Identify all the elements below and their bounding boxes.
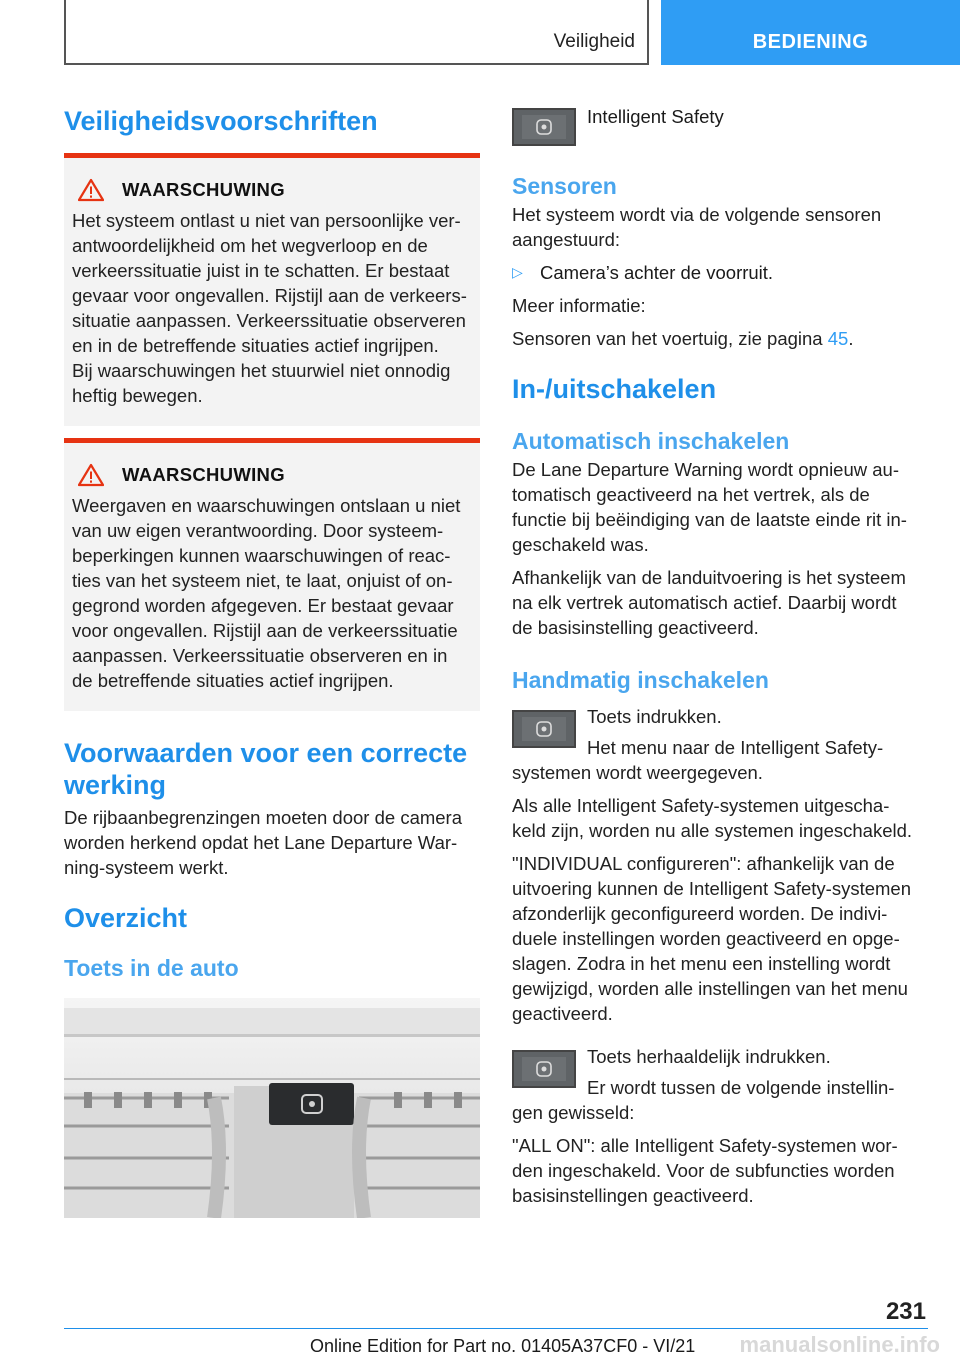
warning-line: de betreffende situaties actief ingrijpen. [72, 670, 394, 691]
heading-auto-on: Automatisch inschakelen [512, 428, 790, 454]
step-text [587, 1044, 894, 1100]
bullet-text: Camera’s achter de voorruit. [540, 262, 774, 283]
prerequisites-text [64, 805, 480, 880]
manual-step-1 [512, 704, 928, 760]
text-line: geactiveerd. [512, 1003, 613, 1024]
text-line: afzonderlijk geconfigureerd worden. De indivi- [512, 903, 888, 924]
warning-line: Bij waarschuwingen het stuurwiel niet onnodig [72, 360, 451, 381]
text-line: uitvoering kunnen de Intelligent Safety-systemen [512, 878, 912, 899]
warning-line: aanpassen. Verkeerssituatie observeren en in [72, 645, 448, 666]
text-line: gewijzigd, worden alle instellingen van het menu [512, 978, 908, 999]
safety-button-icon [522, 1057, 566, 1081]
text-line: ning-systeem werkt. [64, 857, 229, 878]
text-line: geschakeld was. [512, 534, 649, 555]
warning-triangle-icon [78, 463, 104, 487]
heading-line: werking [64, 770, 167, 800]
text-line: de basisinstelling geactiveerd. [512, 617, 759, 638]
text-line: slagen. Zodra in het menu een instelling wordt [512, 953, 891, 974]
text-line: De rijbaanbegrenzingen moeten door de camera [64, 807, 463, 828]
sensor-reference [512, 326, 928, 351]
warning-text [72, 493, 472, 693]
manual-text-2 [512, 851, 928, 1026]
warning-line: verkeerssituatie juist in te schatten. Er bestaat [72, 260, 450, 281]
section-title: Veiligheid [553, 31, 635, 52]
warning-line: ties van het systeem niet, te laat, onjuist of on- [72, 570, 453, 591]
heading-sensors: Sensoren [512, 173, 617, 199]
text-line: basisinstellingen geactiveerd. [512, 1185, 754, 1206]
warning-line: heftig bewegen. [72, 385, 203, 406]
heading-line: Voorwaarden voor een correcte [64, 738, 468, 768]
right-column [512, 100, 928, 1208]
heading-manual-on: Handmatig inschakelen [512, 667, 769, 693]
heading-on-off: In-/uitschakelen [512, 374, 717, 404]
text-line: worden herkend opdat het Lane Departure War- [64, 832, 458, 853]
text-line: Er wordt tussen de volgende instellin- [587, 1077, 895, 1098]
warning-line: beperkingen kunnen waarschuwingen of reac- [72, 545, 451, 566]
sensor-list-item [512, 260, 928, 285]
header-section-tab [64, 0, 649, 65]
warning-line: Weergaven en waarschuwingen ontslaan u niet [72, 495, 461, 516]
more-info-label: Meer informatie: [512, 295, 646, 316]
warning-line: gevaar voor ongevallen. Rijstijl aan de verkeers- [72, 285, 467, 306]
heading-button-in-car: Toets in de auto [64, 955, 239, 981]
warning-box-2 [64, 438, 480, 711]
warning-box-1 [64, 153, 480, 426]
warning-triangle-icon [78, 178, 104, 202]
footer-divider [64, 1328, 928, 1329]
warning-line: antwoordelijkheid om het wegverloop en de [72, 235, 428, 256]
heading-overview: Overzicht [64, 903, 188, 933]
manual-step-2 [512, 1044, 928, 1100]
page-link[interactable]: 45 [827, 328, 849, 349]
button-caption: Intelligent Safety [587, 106, 724, 127]
heading-prerequisites [64, 737, 480, 801]
warning-label: WAARSCHUWING [122, 464, 285, 485]
left-column [64, 100, 480, 1218]
text-line: tomatisch geactiveerd na het vertrek, als de [512, 484, 870, 505]
warning-text [72, 208, 472, 408]
warning-line: situatie aanpassen. Verkeerssituatie observeren [72, 310, 466, 331]
text-line: Als alle Intelligent Safety-systemen uitgescha- [512, 795, 890, 816]
warning-line: voor ongevallen. Rijstijl aan de verkeerssituatie [72, 620, 458, 641]
text-line: De Lane Departure Warning wordt opnieuw au- [512, 459, 900, 480]
text-line: Afhankelijk van de landuitvoering is het systeem [512, 567, 906, 588]
bullet-triangle-icon: ▷ [512, 264, 523, 280]
text-line: duele instellingen worden geactiveerd en opge- [512, 928, 900, 949]
watermark: manualsonline.info [739, 1332, 940, 1357]
text-line: keld zijn, worden nu alle systemen ingeschakeld. [512, 820, 913, 841]
text-line: Het menu naar de Intelligent Safety- [587, 737, 884, 758]
sensors-text [512, 202, 928, 252]
text-line: "ALL ON": alle Intelligent Safety-systemen wor- [512, 1135, 898, 1156]
heading-safety-rules: Veiligheidsvoorschriften [64, 106, 378, 136]
text-line: systemen wordt weergegeven. [512, 762, 763, 783]
intelligent-safety-button-image [512, 108, 576, 146]
page-number: 231 [885, 1298, 926, 1325]
intelligent-safety-button-row [512, 100, 928, 146]
warning-line: van uw eigen verantwoording. Door systeem- [72, 520, 444, 541]
warning-line: gegrond worden afgegeven. Er bestaat gevaar [72, 595, 454, 616]
safety-button-icon [522, 717, 566, 741]
warning-line: en in de betreffende situaties actief ingrijpen. [72, 335, 439, 356]
header-chapter-tab[interactable] [661, 0, 960, 65]
text-line: "INDIVIDUAL configureren": afhankelijk van de [512, 853, 895, 874]
intelligent-safety-button-image [512, 1050, 576, 1088]
manual-text-3 [512, 1133, 928, 1208]
chapter-title: BEDIENING [752, 31, 869, 53]
text-line: den ingeschakeld. Voor de subfuncties worden [512, 1160, 895, 1181]
warning-header [78, 176, 472, 204]
text-line: functie bij beëindiging van de laatste einde rit in- [512, 509, 907, 530]
text-line: Het systeem wordt via de volgende sensoren [512, 204, 882, 225]
warning-line: Het systeem ontlast u niet van persoonlijke ver- [72, 210, 461, 231]
step-text [587, 704, 883, 760]
button-location-photo [64, 998, 480, 1218]
text-line: na elk vertrek automatisch actief. Daarbij wordt [512, 592, 897, 613]
intelligent-safety-button-image [512, 710, 576, 748]
text-line: aangestuurd: [512, 229, 621, 250]
auto-text-2 [512, 565, 928, 640]
manual-text-1 [512, 793, 928, 843]
warning-header [78, 461, 472, 489]
auto-text-1 [512, 457, 928, 557]
text-line: Toets herhaaldelijk indrukken. [587, 1046, 831, 1067]
reference-end: . [848, 328, 854, 349]
warning-label: WAARSCHUWING [122, 179, 285, 200]
text-line: gen gewisseld: [512, 1102, 635, 1123]
text-line: Toets indrukken. [587, 706, 722, 727]
reference-text: Sensoren van het voertuig, zie pagina [512, 328, 828, 349]
footer-edition: Online Edition for Part no. 01405A37CF0 - VI/21 [310, 1336, 696, 1356]
safety-button-icon [522, 115, 566, 139]
dashboard-illustration [64, 998, 480, 1218]
